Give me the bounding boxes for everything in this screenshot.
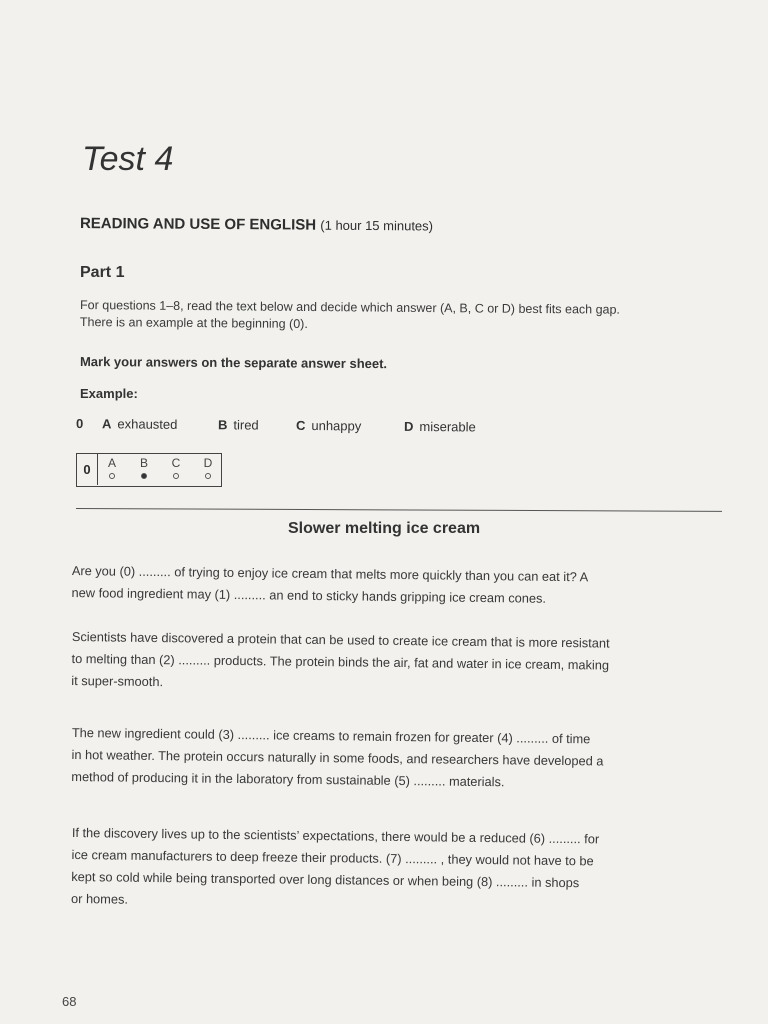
example-option-b [218,417,259,432]
example-label: Example: [80,386,138,401]
example-option-a [102,416,178,432]
section-title: READING AND USE OF ENGLISH [79,215,317,234]
passage-title: Slower melting ice cream [288,520,481,537]
example-number: 0 [75,416,84,432]
bubble-circle-filled [141,473,147,479]
example-option-d [404,419,476,435]
option-letter: D [403,418,414,434]
option-letter: B [217,417,228,433]
paragraph-line: method of producing it in the laboratory from sustainable (5) ......... materials. [71,768,505,790]
answer-bubble-b [137,457,151,479]
passage-paragraph-3 [71,722,720,796]
mark-instruction: Mark your answers on the separate answer sheet. [79,354,388,372]
page-number: 68 [62,994,77,1009]
paragraph-line: kept so cold while being transported over long distances or when being (8) ......... in shops [71,868,580,891]
option-text: tired [233,417,259,433]
paragraph-line: or homes. [70,890,129,907]
paragraph-line: Are you (0) ......... of trying to enjoy ice cream that melts more quickly than you can eat it? A [71,562,589,585]
paragraph-line: The new ingredient could (3) ......... ice creams to remain frozen for greater (4) ......... of time [71,724,591,747]
bubble-circle [173,473,179,479]
answer-bubble-a [105,457,119,479]
bubble-circle [205,473,211,479]
option-text: exhausted [117,416,178,432]
bubble-letter: D [203,456,213,470]
example-option-c [296,418,361,434]
bubble-letter: B [139,456,148,470]
paragraph-line: in hot weather. The protein occurs naturally in some foods, and researchers have developed a [71,746,604,769]
section-duration: (1 hour 15 minutes) [320,217,434,234]
example-answer-box [76,453,222,487]
option-text: miserable [419,418,476,435]
example-options [76,416,516,442]
answer-bubble-d [201,457,215,479]
paragraph-line: ice cream manufacturers to deep freeze their products. (7) ......... , they would not have to be [71,846,594,869]
option-text: unhappy [311,418,362,434]
bubble-letter: A [107,456,116,470]
paragraph-line: new food ingredient may (1) ......... an end to sticky hands gripping ice cream cones. [71,584,547,606]
option-letter: A [101,416,112,432]
instructions-line-1: For questions 1–8, read the text below and decide which answer (A, B, C or D) best fits each gap. [80,298,620,317]
instructions-line-2: There is an example at the beginning (0). [79,314,308,331]
bubble-letter: C [171,456,181,470]
test-title: Test 4 [82,140,174,178]
paragraph-line: to melting than (2) ......... products. The protein binds the air, fat and water in ice cream, making [71,650,610,673]
bubble-circle [109,473,115,479]
paragraph-line: Scientists have discovered a protein that can be used to create ice cream that is more resistant [71,628,610,651]
passage-paragraph-4 [71,822,720,918]
instructions [80,297,730,337]
answer-box-number: 0 [77,454,98,485]
paragraph-line: If the discovery lives up to the scientists’ expectations, there would be a reduced (6) ......... for [71,824,600,847]
paragraph-line: it super-smooth. [71,672,164,690]
option-letter: C [295,417,306,434]
passage-paragraph-1 [71,560,719,612]
answer-bubble-c [169,457,183,479]
part-label: Part 1 [80,264,125,281]
passage-paragraph-2 [71,626,720,700]
divider-line [76,508,722,512]
section-heading [80,215,433,234]
